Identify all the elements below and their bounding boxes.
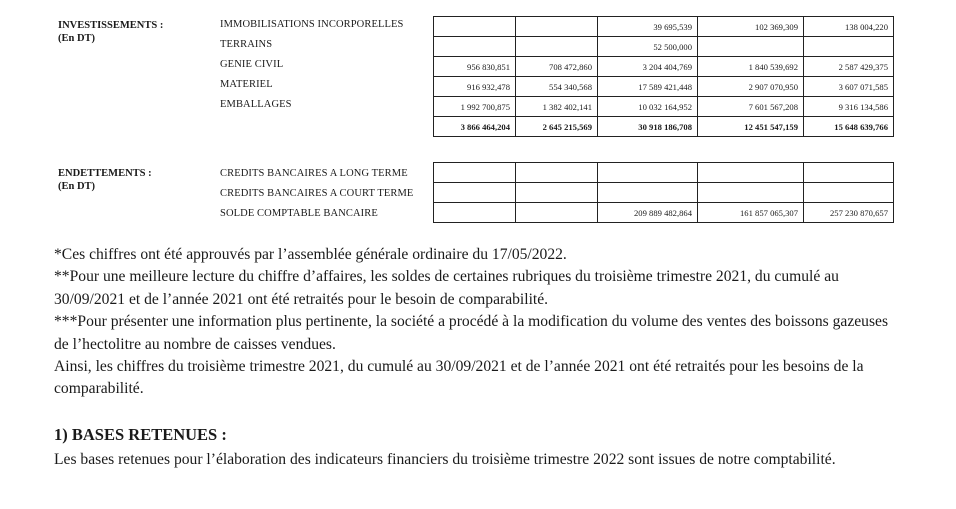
table-cell <box>516 203 598 223</box>
footnote-approval: *Ces chiffres ont été approuvés par l’assemblée générale ordinaire du 17/05/2022. <box>54 246 567 263</box>
table-cell <box>804 183 894 203</box>
footnote-restatement: **Pour une meilleure lecture du chiffre d’affaires, les soldes de certaines rubriques du troisième trimestre 2021, du cumulé au 30/09/2021 et de l’année 2021 ont été retraités pour le besoin de comparabilité. <box>54 268 839 308</box>
table-cell: 102 369,309 <box>698 17 804 37</box>
table-row <box>434 97 894 117</box>
table-cell <box>516 17 598 37</box>
total-cell: 2 645 215,569 <box>516 117 598 137</box>
table-cell <box>804 37 894 57</box>
table-cell: 138 004,220 <box>804 17 894 37</box>
table-cell <box>698 37 804 57</box>
table-cell: 10 032 164,952 <box>598 97 698 117</box>
row-label-emballages: EMBALLAGES <box>220 99 292 110</box>
row-label-terrains: TERRAINS <box>220 39 273 50</box>
table-cell <box>434 163 516 183</box>
investissements-unit: (En DT) <box>58 33 96 44</box>
section-heading: 1) BASES RETENUES : <box>54 425 227 444</box>
row-label-immobilisations: IMMOBILISATIONS INCORPORELLES <box>220 19 404 30</box>
table-cell <box>434 37 516 57</box>
table-cell <box>804 163 894 183</box>
table-row <box>434 183 894 203</box>
table-row <box>434 163 894 183</box>
table-cell: 9 316 134,586 <box>804 97 894 117</box>
footnote-volume-change: ***Pour présenter une information plus pertinente, la société a procédé à la modification du volume des ventes des boissons gazeuses de l’hectolitre au nombre de caisses vendues. <box>54 313 889 353</box>
row-label-solde-bancaire: SOLDE COMPTABLE BANCAIRE <box>220 208 378 219</box>
footnotes <box>54 244 902 401</box>
table-row <box>434 77 894 97</box>
endettements-unit: (En DT) <box>58 181 96 192</box>
table-cell: 554 340,568 <box>516 77 598 97</box>
table-cell <box>698 183 804 203</box>
table-cell: 3 204 404,769 <box>598 57 698 77</box>
investissements-table <box>433 16 894 137</box>
table-row <box>434 37 894 57</box>
row-label-credits-court: CREDITS BANCAIRES A COURT TERME <box>220 188 414 199</box>
row-label-materiel: MATERIEL <box>220 79 273 90</box>
endettements-title <box>58 167 152 193</box>
table-row <box>434 17 894 37</box>
table-cell: 956 830,851 <box>434 57 516 77</box>
investissements-title-text: INVESTISSEMENTS : <box>58 20 164 31</box>
table-cell <box>516 37 598 57</box>
table-cell <box>434 183 516 203</box>
total-cell: 15 648 639,766 <box>804 117 894 137</box>
investissements-title <box>58 19 163 45</box>
table-cell <box>516 183 598 203</box>
table-cell: 39 695,539 <box>598 17 698 37</box>
table-cell: 161 857 065,307 <box>698 203 804 223</box>
table-cell: 1 382 402,141 <box>516 97 598 117</box>
table-cell <box>598 163 698 183</box>
table-row <box>434 203 894 223</box>
row-label-genie-civil: GENIE CIVIL <box>220 59 284 70</box>
table-cell: 1 840 539,692 <box>698 57 804 77</box>
total-cell: 30 918 186,708 <box>598 117 698 137</box>
table-cell: 17 589 421,448 <box>598 77 698 97</box>
section-body: Les bases retenues pour l’élaboration des indicateurs financiers du troisième trimestre 2022 sont issues de notre comptabilité. <box>54 451 836 468</box>
table-total-row <box>434 117 894 137</box>
table-row <box>434 57 894 77</box>
row-label-credits-long: CREDITS BANCAIRES A LONG TERME <box>220 168 408 179</box>
table-cell: 257 230 870,657 <box>804 203 894 223</box>
table-cell <box>698 163 804 183</box>
table-cell <box>598 183 698 203</box>
table-cell: 7 601 567,208 <box>698 97 804 117</box>
table-cell <box>434 203 516 223</box>
table-cell: 3 607 071,585 <box>804 77 894 97</box>
table-cell: 2 587 429,375 <box>804 57 894 77</box>
total-cell: 3 866 464,204 <box>434 117 516 137</box>
table-cell <box>434 17 516 37</box>
table-cell <box>516 163 598 183</box>
total-cell: 12 451 547,159 <box>698 117 804 137</box>
table-cell: 916 932,478 <box>434 77 516 97</box>
endettements-table <box>433 162 894 223</box>
table-cell: 2 907 070,950 <box>698 77 804 97</box>
table-cell: 209 889 482,864 <box>598 203 698 223</box>
table-cell: 52 500,000 <box>598 37 698 57</box>
table-cell: 1 992 700,875 <box>434 97 516 117</box>
endettements-title-text: ENDETTEMENTS : <box>58 168 152 179</box>
table-cell: 708 472,860 <box>516 57 598 77</box>
footnote-conclusion: Ainsi, les chiffres du troisième trimestre 2021, du cumulé au 30/09/2021 et de l’année 2021 ont été retraités pour les besoins de la comparabilité. <box>54 358 864 398</box>
